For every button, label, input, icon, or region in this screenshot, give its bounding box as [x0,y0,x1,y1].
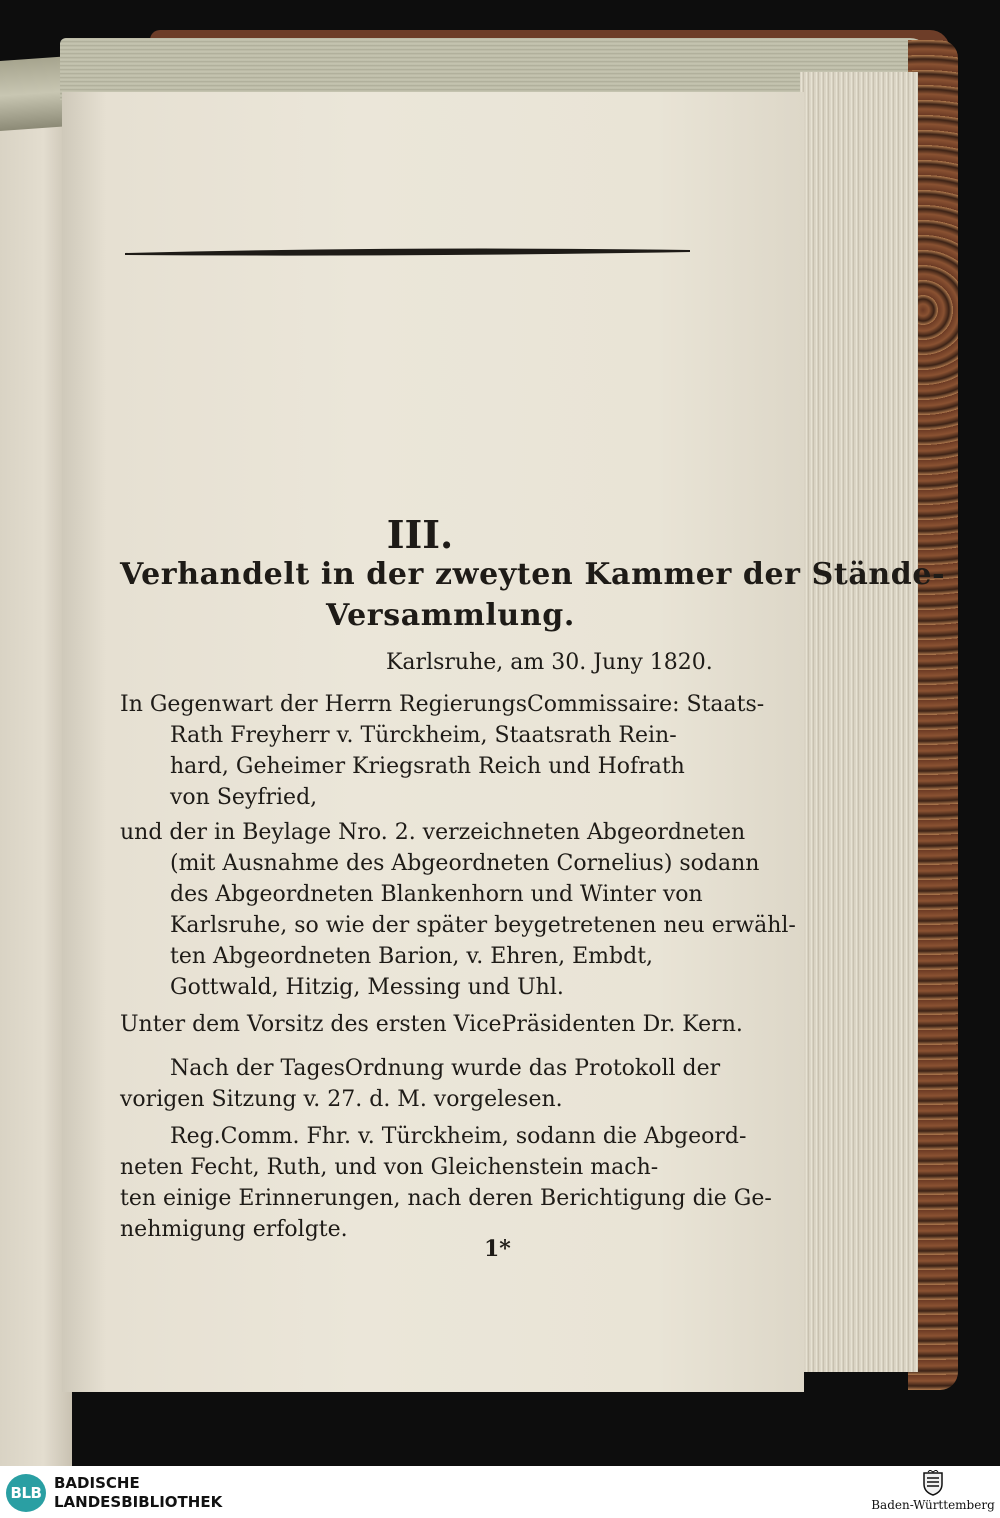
library-name[interactable] [54,1474,222,1512]
coat-of-arms-icon[interactable] [922,1470,944,1496]
body-line: von Seyfried, [170,785,318,810]
section-title-line-2: Versammlung. [326,598,575,633]
blb-logo-icon[interactable]: BLB [6,1474,46,1512]
section-title-line-1: Verhandelt in der zweyten Kammer der Stände- [120,557,946,592]
body-line: Rath Freyherr v. Türckheim, Staatsrath Rein- [170,723,677,748]
body-line: neten Fecht, Ruth, und von Gleichenstein mach- [120,1155,659,1180]
body-line: Reg.Comm. Fhr. v. Türckheim, sodann die Abgeord- [170,1124,747,1149]
body-line: ten Abgeordneten Barion, v. Ehren, Embdt, [170,944,654,969]
section-numeral: III. [386,512,454,557]
body-line: (mit Ausnahme des Abgeordneten Cornelius) sodann [170,851,760,876]
place-date: Karlsruhe, am 30. Juny 1820. [386,650,713,675]
library-name-line-2: LANDESBIBLIOTHEK [54,1493,223,1511]
library-name-line-1: BADISCHE [54,1474,140,1492]
body-line: Gottwald, Hitzig, Messing und Uhl. [170,975,564,1000]
body-line: In Gegenwart der Herrn RegierungsCommissaire: Staats- [120,692,765,717]
body-line: des Abgeordneten Blankenhorn und Winter von [170,882,703,907]
body-line: vorigen Sitzung v. 27. d. M. vorgelesen. [120,1087,563,1112]
footer-bar [0,1466,1000,1518]
body-line: hard, Geheimer Kriegsrath Reich und Hofrath [170,754,685,779]
body-line: Nach der TagesOrdnung wurde das Protokoll der [170,1056,721,1081]
body-line: Karlsruhe, so wie der später beygetretenen neu erwähl- [170,913,796,938]
body-line: und der in Beylage Nro. 2. verzeichneten Abgeordneten [120,820,746,845]
body-line: nehmigung erfolgte. [120,1217,348,1242]
state-label: Baden-Württemberg [871,1498,995,1512]
body-line: ten einige Erinnerungen, nach deren Berichtigung die Ge- [120,1186,772,1211]
body-line: Unter dem Vorsitz des ersten VicePräsidenten Dr. Kern. [120,1012,743,1037]
signature-mark: 1* [484,1236,511,1262]
